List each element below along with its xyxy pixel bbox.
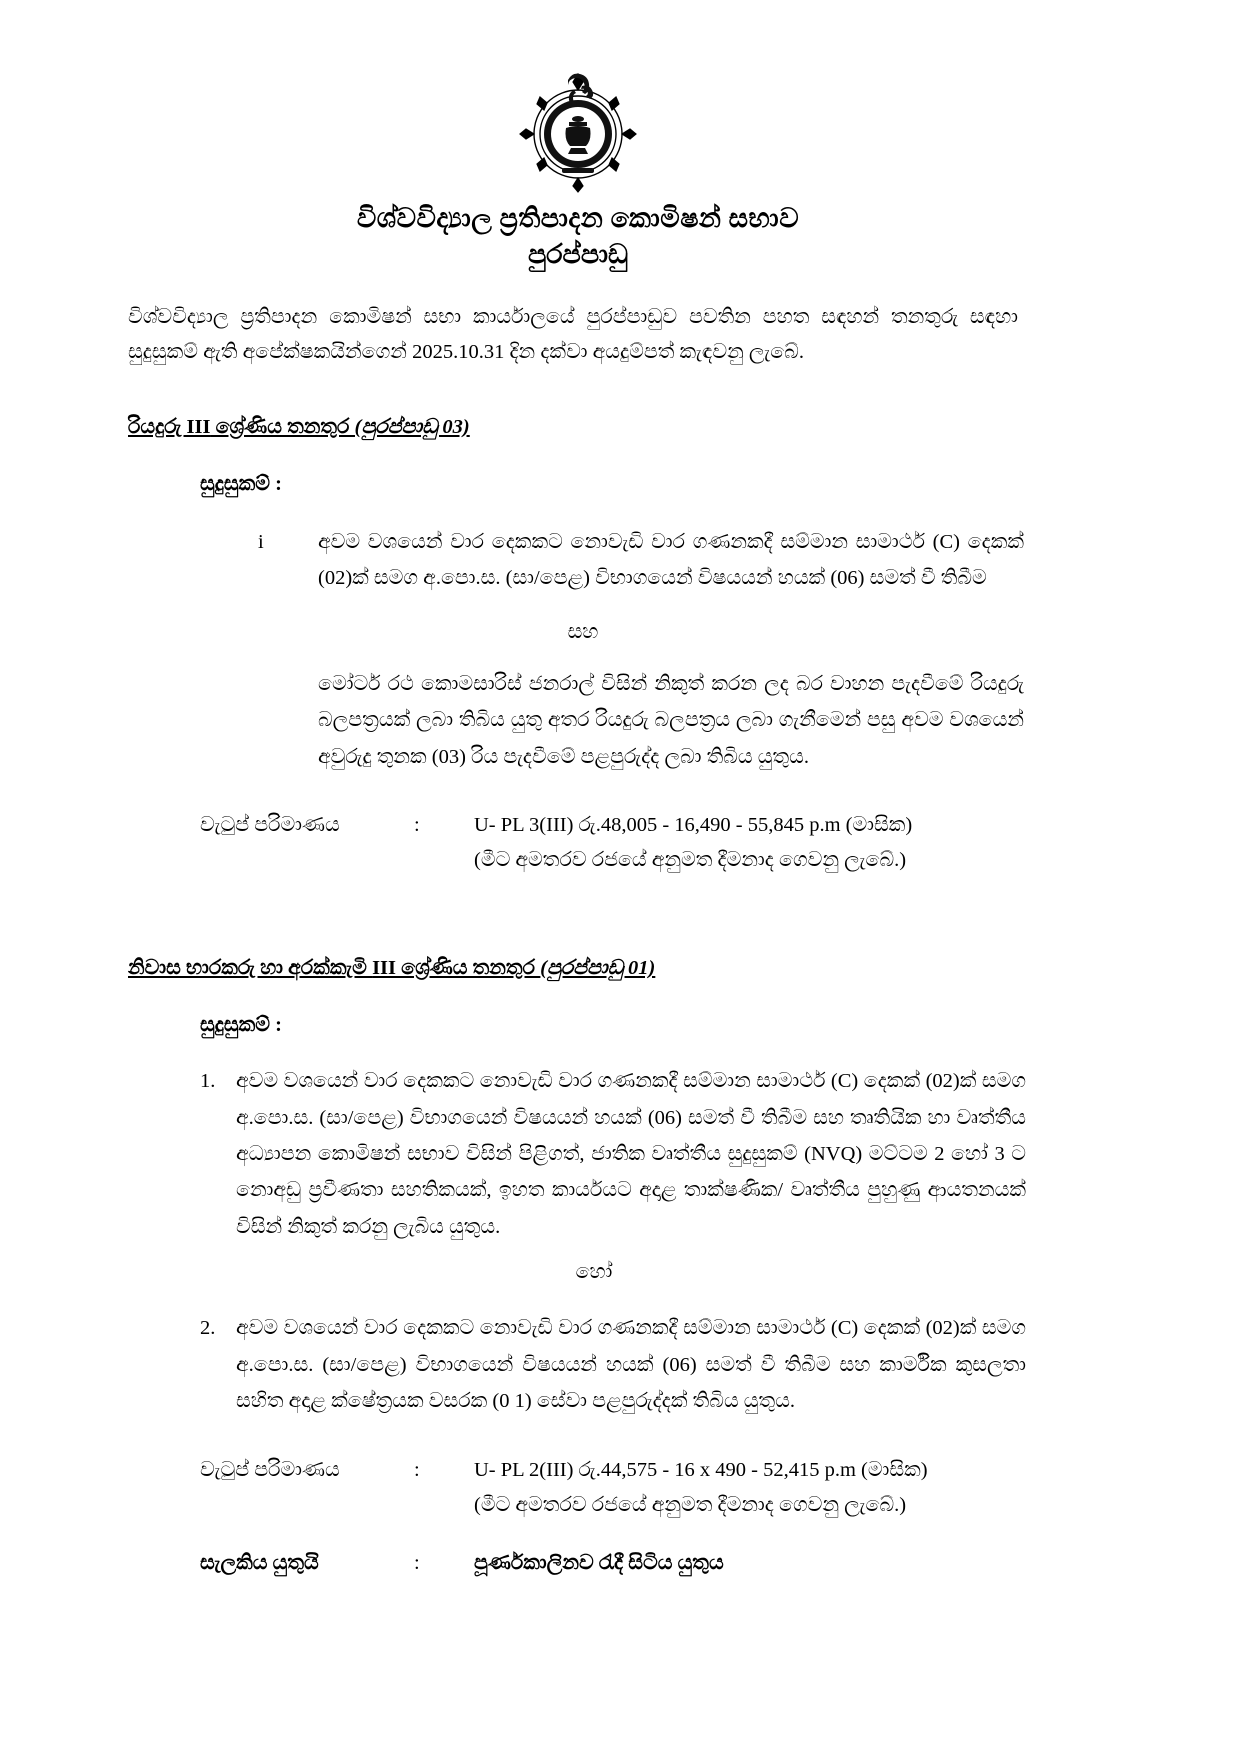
position-2-item-2-marker: 2. [200, 1317, 216, 1340]
position-1-vacancy-count: (පුරප්පාඩු 03) [354, 416, 470, 438]
position-1-salary-note: (මීට අමතරව රජයේ අනුමත දීමනාද ගෙවනු ලැබේ.) [474, 849, 907, 872]
document-body [128, 0, 1028, 1580]
position-2-note-label: සැලකිය යුතුයි [200, 1552, 319, 1575]
position-1-sub-paragraph: මෝටර් රථ කොමසාරිස් ජනරාල් විසින් නිකුත් කරන ලද බර වාහන පැදවීමේ රියදුරු බලපත්‍රයක් ලබා තිබිය යුතු අතර රියදුරු බලපත්‍රය ලබා ගැනීමෙන් පසු අවම වශයෙන් අවුරුදු තුනක (03) රිය පැදවීමේ පළපුරුද්ද ලබා තිබිය යුතුය. [318, 672, 1024, 768]
position-2-item-1-text: අවම වශයෙන් වාර දෙකකට නොවැඩි වාර ගණනකදී සම්මාන සාමාර්ථ (C) දෙකක් (02)ක් සමග අ.පො.ස. (සා/පෙළ) විභාගයෙන් විෂයයන් හයක් (06) සමත් වී තිබීම සහ තෘතියික හා වෘත්තීය අධ්‍යාපන කොමිෂන් සභාව විසින් පිළිගත්, ජාතික වෘත්තීය සුදුසුකම් (NVQ) මට්ටම 2 හෝ 3 ට නොඅඩු ප්‍රවීණතා සහතිකයක්, ඉහත කාර්යයට අදාළ තාක්ෂණික/ වෘත්තීය පුහුණු ආයතනයක් විසින් නිකුත් කරනු ලැබිය යුතුය. [236, 1070, 1026, 1238]
position-1-salary-colon: : [414, 814, 420, 837]
position-2-salary-colon: : [414, 1458, 420, 1481]
organization-title: විශ්වවිද්‍යාල ප්‍රතිපාදන කොමිෂන් සභාව [356, 203, 800, 233]
position-2-item-2-text: අවම වශයෙන් වාර දෙකකට නොවැඩි වාර ගණනකදී සම්මාන සාමාර්ථ (C) දෙකක් (02)ක් සමග අ.පො.ස. (සා/පෙළ) විභාගයෙන් විෂයයන් හයක් (06) සමත් වී තිබීම සහ කාර්මික කුසලතා සහිත අදාළ ක්ෂේත්‍රයක වසරක (0 1) සේවා පළපුරුද්දක් තිබිය යුතුය. [236, 1317, 1026, 1413]
position-2-note-colon: : [414, 1552, 420, 1575]
intro-paragraph: විශ්වවිද්‍යාල ප්‍රතිපාදන කොමිෂන් සභා කාර්යාලයේ පුරප්පාඩුව පවතින පහත සඳහන් තනතුරු සඳහා සුදුසුකම් ඇති අපේක්ෂකයින්ගෙන් 2025.10.31 දින දක්වා අයදුම්පත් කැඳවනු ලැබේ. [128, 305, 1018, 363]
position-2-salary-value-group [474, 1454, 1028, 1522]
position-2-salary-value: U- PL 2(III) රු.44,575 - 16 x 490 - 52,415 p.m (මාසික) [474, 1458, 928, 1481]
position-2-item-1-marker: 1. [200, 1070, 216, 1093]
position-2-heading-roman: III [372, 957, 396, 980]
position-2-vacancy-count: (පුරප්පාඩු 01) [540, 957, 656, 980]
position-2-qualification-label: සුදුසුකම් : [200, 1014, 282, 1037]
position-1-qualification-label: සුදුසුකම් : [200, 473, 282, 495]
position-2-numbered-item-2 [200, 1310, 1028, 1419]
position-1-salary-value-group [474, 809, 1028, 877]
position-2-conjunction: හෝ [575, 1261, 613, 1284]
position-2-note-row [200, 1547, 1028, 1580]
position-1-salary-value: U- PL 3(III) රු.48,005 - 16,490 - 55,845 p.m (මාසික) [474, 814, 913, 837]
position-1-conjunction: සහ [567, 620, 599, 643]
position-1-roman-marker: i [258, 531, 264, 553]
position-1-salary-row [200, 809, 1028, 877]
position-2-heading-mid: ශ්‍රේණිය තනතුර [396, 957, 541, 980]
position-1-salary-label: වැටුප් පරිමාණය [200, 814, 340, 837]
position-2-salary-note: (මීට අමතරව රජයේ අනුමත දීමනාද ගෙවනු ලැබේ.) [474, 1493, 907, 1516]
position-1-heading-prefix: රියදුරු [128, 416, 187, 438]
position-1-roman-text: අවම වශයෙන් වාර දෙකකට නොවැඩි වාර ගණනකදී සම්මාන සාමාර්ථ (C) දෙකක් (02)ක් සමග අ.පො.ස. (සා/පෙළ) විභාගයෙන් විෂයයන් හයක් (06) සමත් වී තිබීම [318, 531, 1024, 590]
position-1-heading [128, 416, 1028, 439]
position-2-heading [128, 957, 1028, 980]
position-2-numbered-item-1 [200, 1063, 1028, 1245]
position-1-heading-roman: III [186, 416, 211, 438]
position-2-heading-prefix: නිවාස භාරකරු හා අරක්කැමි [128, 957, 373, 980]
position-2-note-value: පූර්ණකාලිනව රැදී සිටිය යුතුය [474, 1552, 724, 1575]
emblem-container [128, 0, 1028, 194]
sri-lanka-government-emblem-icon [512, 62, 644, 194]
document-title: පුරප්පාඩු [527, 238, 629, 269]
position-1-heading-mid: ශ්‍රේණිය තනතුර [210, 416, 355, 438]
position-1-roman-item [258, 524, 1028, 597]
position-2-salary-row [200, 1454, 1028, 1522]
position-2-salary-label: වැටුප් පරිමාණය [200, 1458, 340, 1481]
